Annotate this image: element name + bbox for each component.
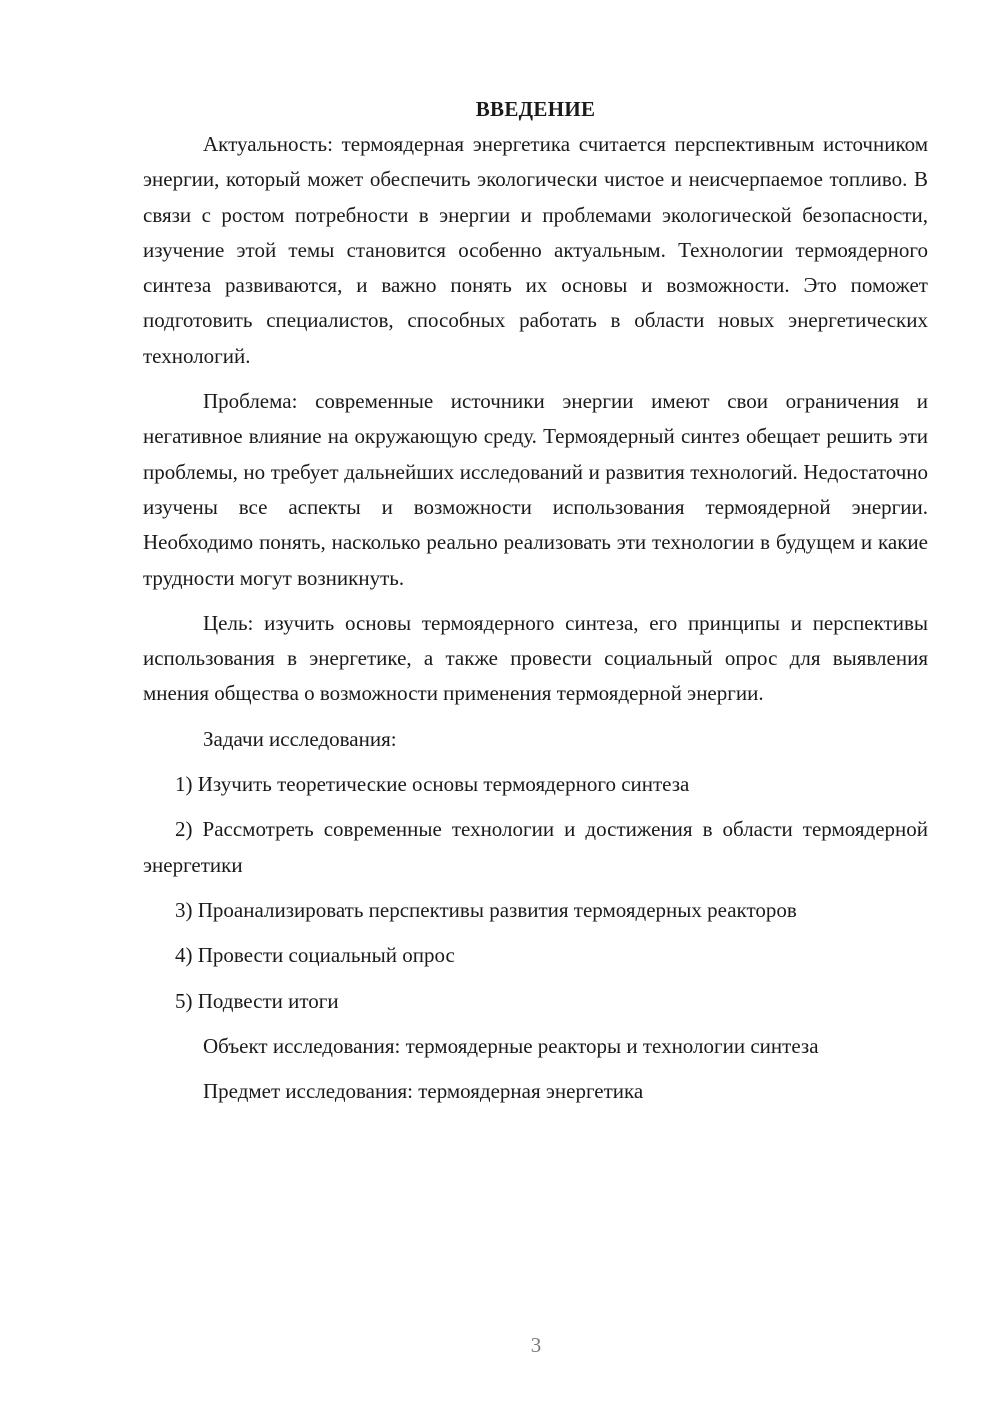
task-item: 4) Провести социальный опрос — [175, 943, 455, 968]
goal-paragraph: Цель: изучить основы термоядерного синтеза, его принципы и перспективы использования в энергетике, а также провести социальный опрос для выявления мнения общества о возможности применения термоядерной энергии. — [143, 610, 928, 706]
document-page — [143, 92, 928, 1119]
tasks-heading: Задачи исследования: — [203, 726, 397, 751]
section-title: ВВЕДЕНИЕ — [475, 97, 596, 121]
task-item: 1) Изучить теоретические основы термоядерного синтеза — [175, 772, 690, 797]
page-number: 3 — [530, 1333, 542, 1357]
problem-paragraph: Проблема: современные источники энергии имеют свои ограничения и негативное влияние на окружающую среду. Термоядерный синтез обещает решить эти проблемы, но требует дальнейших исследований и развития технологий. Недостаточно изучены все аспекты и возможности использования термоядерной энергии. Необходимо понять, насколько реально реализовать эти технологии в будущем и какие трудности могут возникнуть. — [143, 389, 928, 590]
object-paragraph: Объект исследования: термоядерные реакторы и технологии синтеза — [203, 1033, 819, 1058]
task-item: 2) Рассмотреть современные технологии и достижения в области термоядерной энергетики — [143, 817, 928, 877]
subject-paragraph: Предмет исследования: термоядерная энергетика — [203, 1079, 644, 1104]
task-item: 3) Проанализировать перспективы развития термоядерных реакторов — [175, 897, 797, 922]
relevance-paragraph: Актуальность: термоядерная энергетика считается перспективным источником энергии, который может обеспечить экологически чистое и неисчерпаемое топливо. В связи с ростом потребности в энергии и проблемами экологической безопасности, изучение этой темы становится особенно актуальным. Технологии термоядерного синтеза развиваются, и важно понять их основы и возможности. Это поможет подготовить специалистов, способных работать в области новых энергетических технологий. — [143, 132, 928, 368]
task-item: 5) Подвести итоги — [175, 988, 339, 1013]
